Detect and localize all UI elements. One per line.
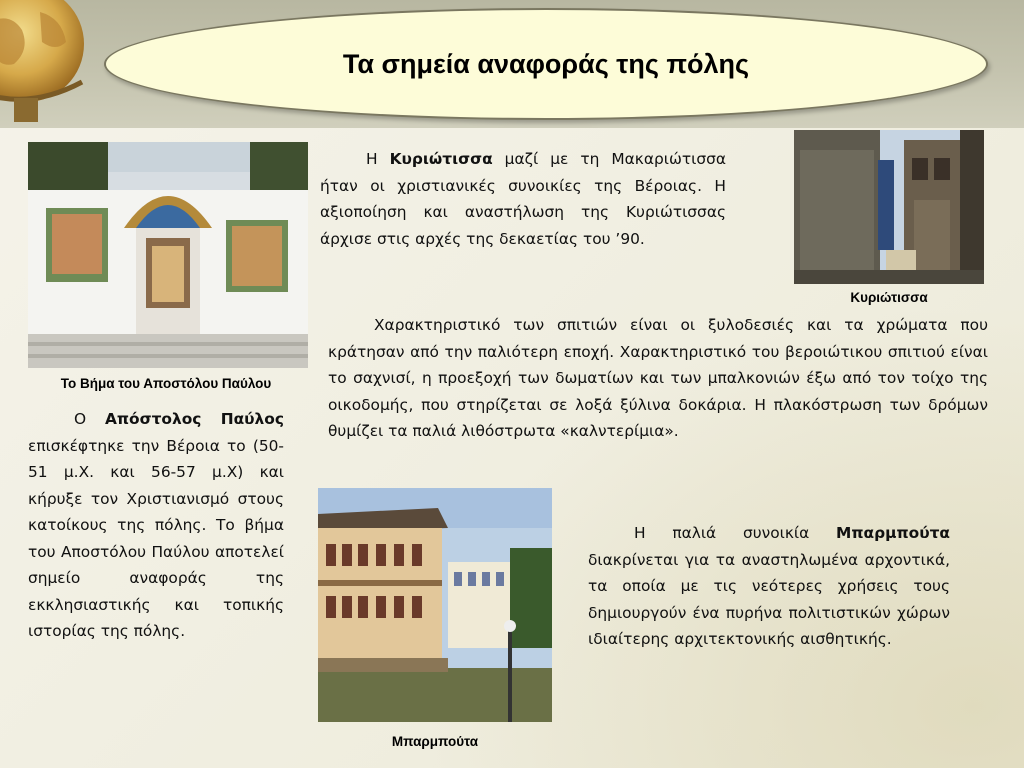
- barbouta-text: διακρίνεται για τα αναστηλωμένα αρχοντικά, τα οποία με τις νεότερες χρήσεις τους δημιουργούν ένα πυρήνα πολιτιστικών χώρων ιδιαίτερης αρχιτεκτονικής αισθητικής.: [588, 550, 950, 648]
- barbouta-bold-term: Μπαρμπούτα: [836, 524, 950, 542]
- barbouta-paragraph: [588, 520, 950, 653]
- houses-paragraph: [328, 312, 988, 445]
- paul-text: επισκέφτηκε την Βέροια το (50-51 μ.Χ. και 56-57 μ.Χ) και κήρυξε τον Χριστιανισμό στους κατοίκους της πόλης. Το βήμα του Αποστόλου Παύλου αποτελεί σημείο αναφοράς της εκκλησιαστικής και τοπικής ιστορίας της πόλης.: [28, 436, 284, 640]
- kyriotissa-caption: Κυριώτισσα: [850, 290, 928, 305]
- paul-prefix: Ο: [74, 410, 105, 428]
- globe-icon: [0, 0, 88, 122]
- barbouta-photo: [318, 488, 552, 722]
- bema-caption: Το Βήμα του Αποστόλου Παύλου: [60, 376, 272, 391]
- title-banner: [104, 8, 988, 120]
- houses-text: Χαρακτηριστικό των σπιτιών είναι οι ξυλοδεσιές και τα χρώματα που κράτησαν από την παλιότερη εποχή. Χαρακτηριστικό του βεροιώτικου σπιτιού είναι το σαχνισί, η προεξοχή των δωματίων και των μπαλκονιών έξω από τον τοίχο της οικοδομής, που στηρίζεται σε λοξά ξύλινα δοκάρια. Η πλακόστρωση των δρόμων θυμίζει τα παλιά λιθόστρωτα «καλντερίμια».: [328, 316, 988, 440]
- barbouta-prefix: Η παλιά συνοικία: [634, 524, 837, 542]
- kyriotissa-paragraph: [320, 146, 726, 252]
- kyriotissa-text: μαζί με τη Μακαριώτισσα ήταν οι χριστιανικές συνοικίες της Βέροιας. Η αξιοποίηση και αναστήλωση της Κυριώτισσας άρχισε στις αρχές της δεκαετίας του ’90.: [320, 150, 726, 248]
- paul-bold-term: Απόστολος Παύλος: [104, 410, 284, 428]
- kyriotissa-prefix: Η: [366, 150, 390, 168]
- kyriotissa-photo: [794, 130, 984, 284]
- kyriotissa-bold-term: Κυριώτισσα: [389, 150, 493, 168]
- slide-title: Τα σημεία αναφοράς της πόλης: [342, 48, 750, 79]
- paul-paragraph: [28, 406, 284, 645]
- barbouta-caption: Μπαρμπούτα: [391, 734, 479, 749]
- bema-photo: [28, 142, 308, 368]
